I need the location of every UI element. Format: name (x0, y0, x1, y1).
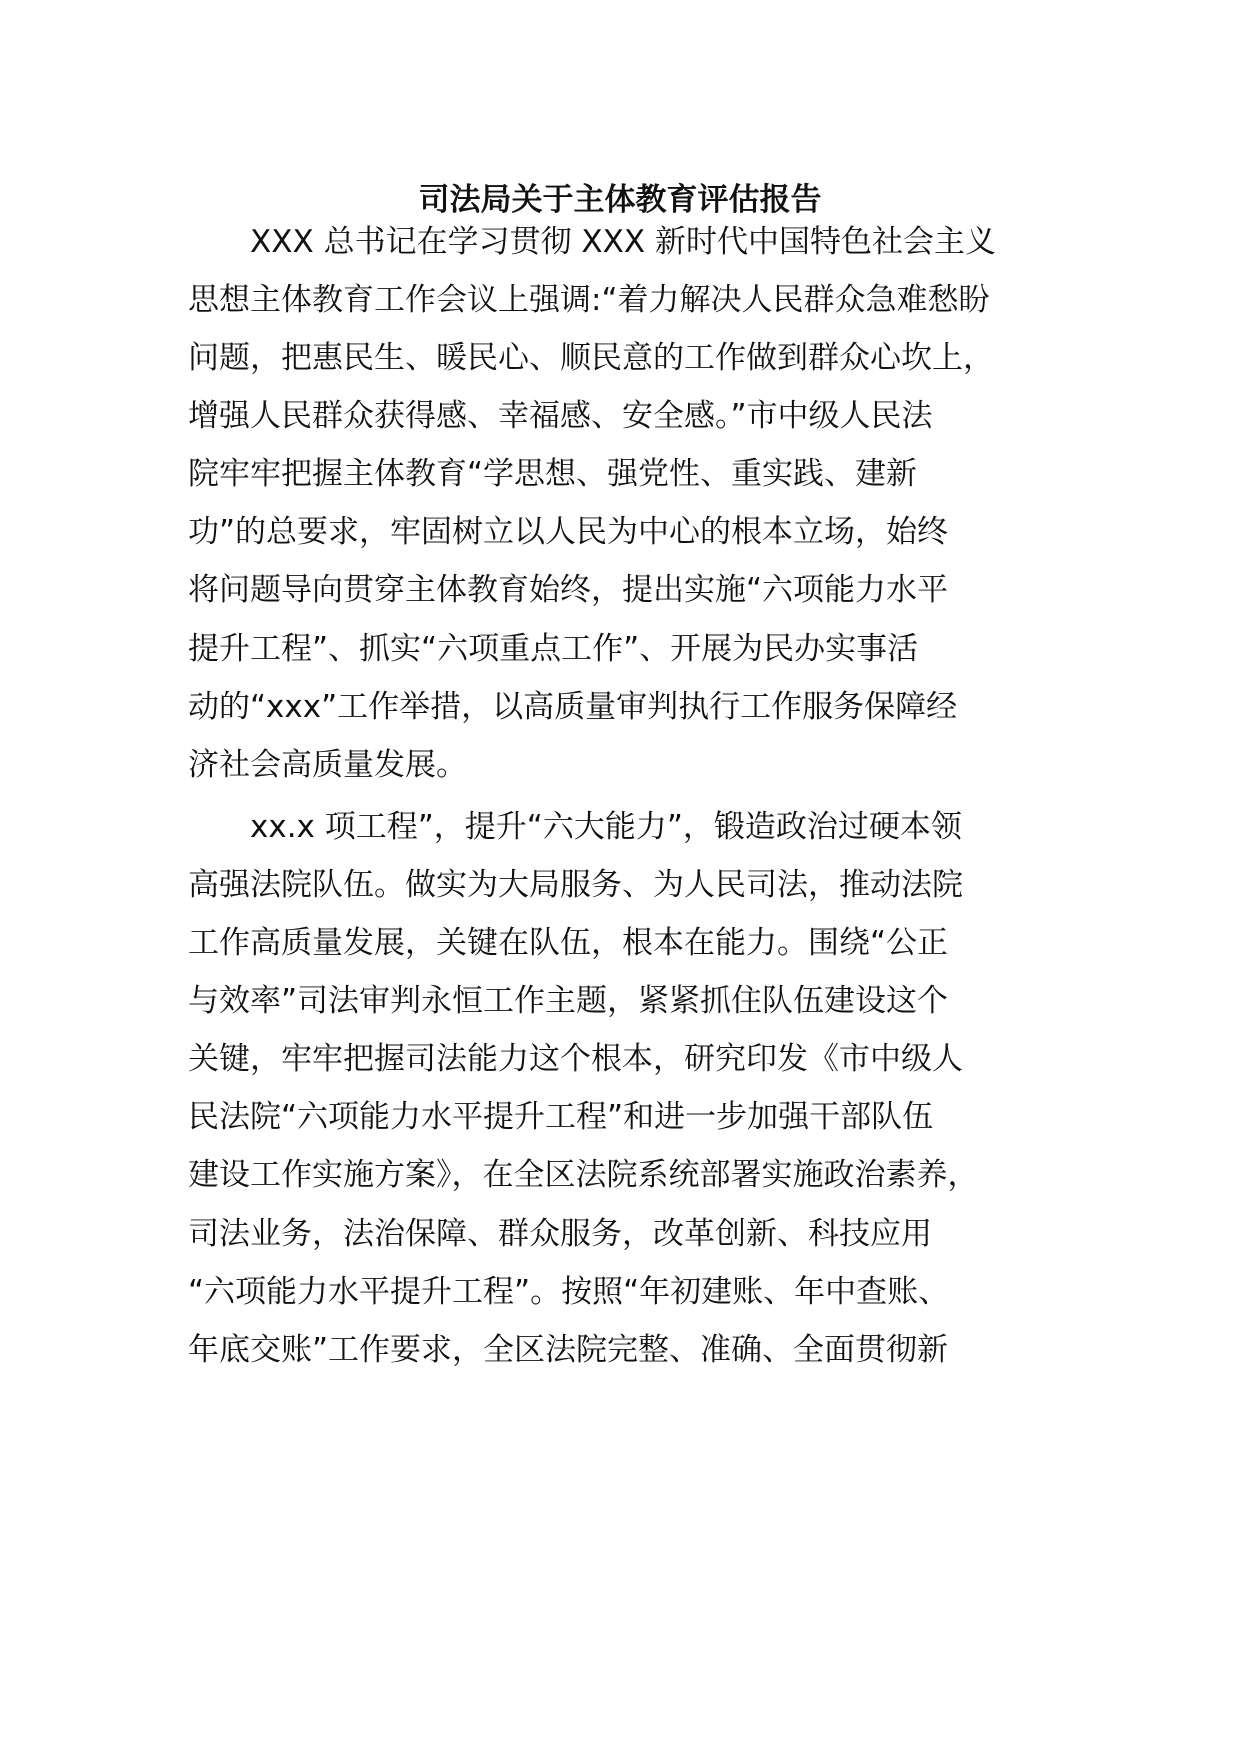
text-line: 功”的总要求，牢固树立以人民为中心的根本立场，始终 (188, 514, 949, 550)
text-line: 动的“xxx”工作举措，以高质量审判执行工作服务保障经 (188, 689, 958, 725)
text-line: xx.x 项工程”，提升“六大能力”，锻造政治过硬本领 (188, 809, 962, 845)
text-line: 司法业务，法治保障、群众服务，改革创新、科技应用 (188, 1216, 932, 1252)
text-line: XXX 总书记在学习贯彻 XXX 新时代中国特色社会主义 (188, 224, 996, 260)
text-line: 关键，牢牢把握司法能力这个根本，研究印发《市中级人 (188, 1041, 963, 1077)
text-line: 与效率”司法审判永恒工作主题，紧紧抓住队伍建设这个 (188, 983, 949, 1019)
text-line: 年底交账”工作要求，全区法院完整、准确、全面贯彻新 (188, 1332, 949, 1368)
text-line: 将问题导向贯穿主体教育始终，提出实施“六项能力水平 (188, 572, 949, 608)
text-line: 提升工程”、抓实“六项重点工作”、开展为民办实事活 (188, 631, 919, 667)
text-line: 民法院“六项能力水平提升工程”和进一步加强干部队伍 (188, 1099, 934, 1135)
document-title: 司法局关于主体教育评估报告 (418, 182, 822, 218)
text-line: 院牢牢把握主体教育“学思想、强党性、重实践、建新 (188, 456, 918, 492)
text-line: 高强法院队伍。做实为大局服务、为人民司法，推动法院 (188, 867, 963, 903)
text-line: 工作高质量发展，关键在队伍，根本在能力。围绕“公正 (188, 925, 949, 961)
text-line: 济社会高质量发展。 (188, 747, 467, 783)
text-line: “六项能力水平提升工程”。按照“年初建账、年中查账、 (188, 1274, 950, 1310)
text-line: 建设工作实施方案》，在全区法院系统部署实施政治素养， (188, 1157, 979, 1193)
text-line: 问题，把惠民生、暖民心、顺民意的工作做到群众心坎上， (188, 340, 994, 376)
text-line: 思想主体教育工作会议上强调:“着力解决人民群众急难愁盼 (188, 282, 990, 318)
text-line: 增强人民群众获得感、幸福感、安全感。”市中级人民法 (188, 398, 933, 434)
